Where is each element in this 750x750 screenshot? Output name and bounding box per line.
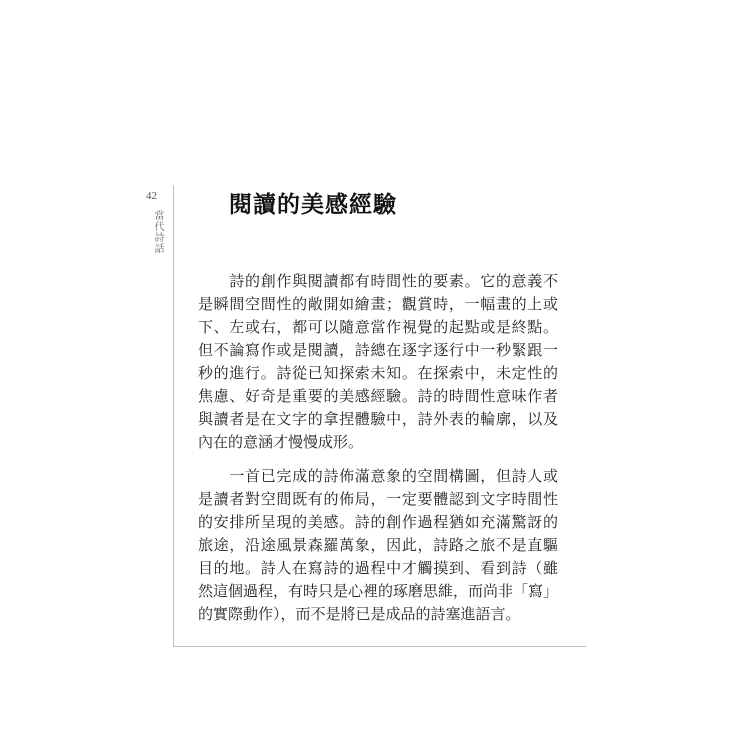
chapter-title: 閱讀的美感經驗 xyxy=(229,191,397,218)
text-line: 下、左或右，都可以隨意當作視覺的起點或是終點。 xyxy=(198,318,558,336)
page-frame-bottom-border xyxy=(173,646,586,647)
text-line: 但不論寫作或是閱讀，詩總在逐字逐行中一秒緊跟一 xyxy=(198,341,558,359)
text-line: 旅途，沿途風景森羅萬象，因此，詩路之旅不是直驅 xyxy=(198,536,558,554)
paragraph-2 xyxy=(198,465,558,626)
text-line: 焦慮、好奇是重要的美感經驗。詩的時間性意味作者 xyxy=(198,387,558,405)
text-line: 內在的意涵才慢慢成形。 xyxy=(198,433,364,451)
text-line: 目的地。詩人在寫詩的過程中才觸摸到、看到詩（雖 xyxy=(198,559,558,577)
text-line: 詩的創作與閱讀都有時間性的要素。它的意義不 xyxy=(198,272,558,290)
text-line: 一首已完成的詩佈滿意象的空間構圖，但詩人或 xyxy=(198,467,558,485)
text-line: 的實際動作），而不是將已是成品的詩塞進語言。 xyxy=(198,605,521,623)
page-frame-right-border xyxy=(173,185,174,647)
text-line: 的安排所呈現的美感。詩的創作過程猶如充滿驚訝的 xyxy=(198,513,558,531)
text-line: 是瞬間空間性的敞開如繪畫；觀賞時，一幅畫的上或 xyxy=(198,295,558,313)
page-number: 42 xyxy=(146,190,157,202)
text-line: 秒的進行。詩從已知探索未知。在探索中，未定性的 xyxy=(198,364,558,382)
text-line: 是讀者對空間既有的佈局，一定要體認到文字時間性 xyxy=(198,490,558,508)
text-line: 然這個過程，有時只是心裡的琢磨思維，而尚非「寫」 xyxy=(198,582,559,600)
body-text xyxy=(198,270,558,637)
text-line: 與讀者是在文字的拿捏體驗中，詩外表的輪廓，以及 xyxy=(198,410,558,428)
running-header: 當代詩話 xyxy=(152,210,163,254)
paragraph-1 xyxy=(198,270,558,454)
